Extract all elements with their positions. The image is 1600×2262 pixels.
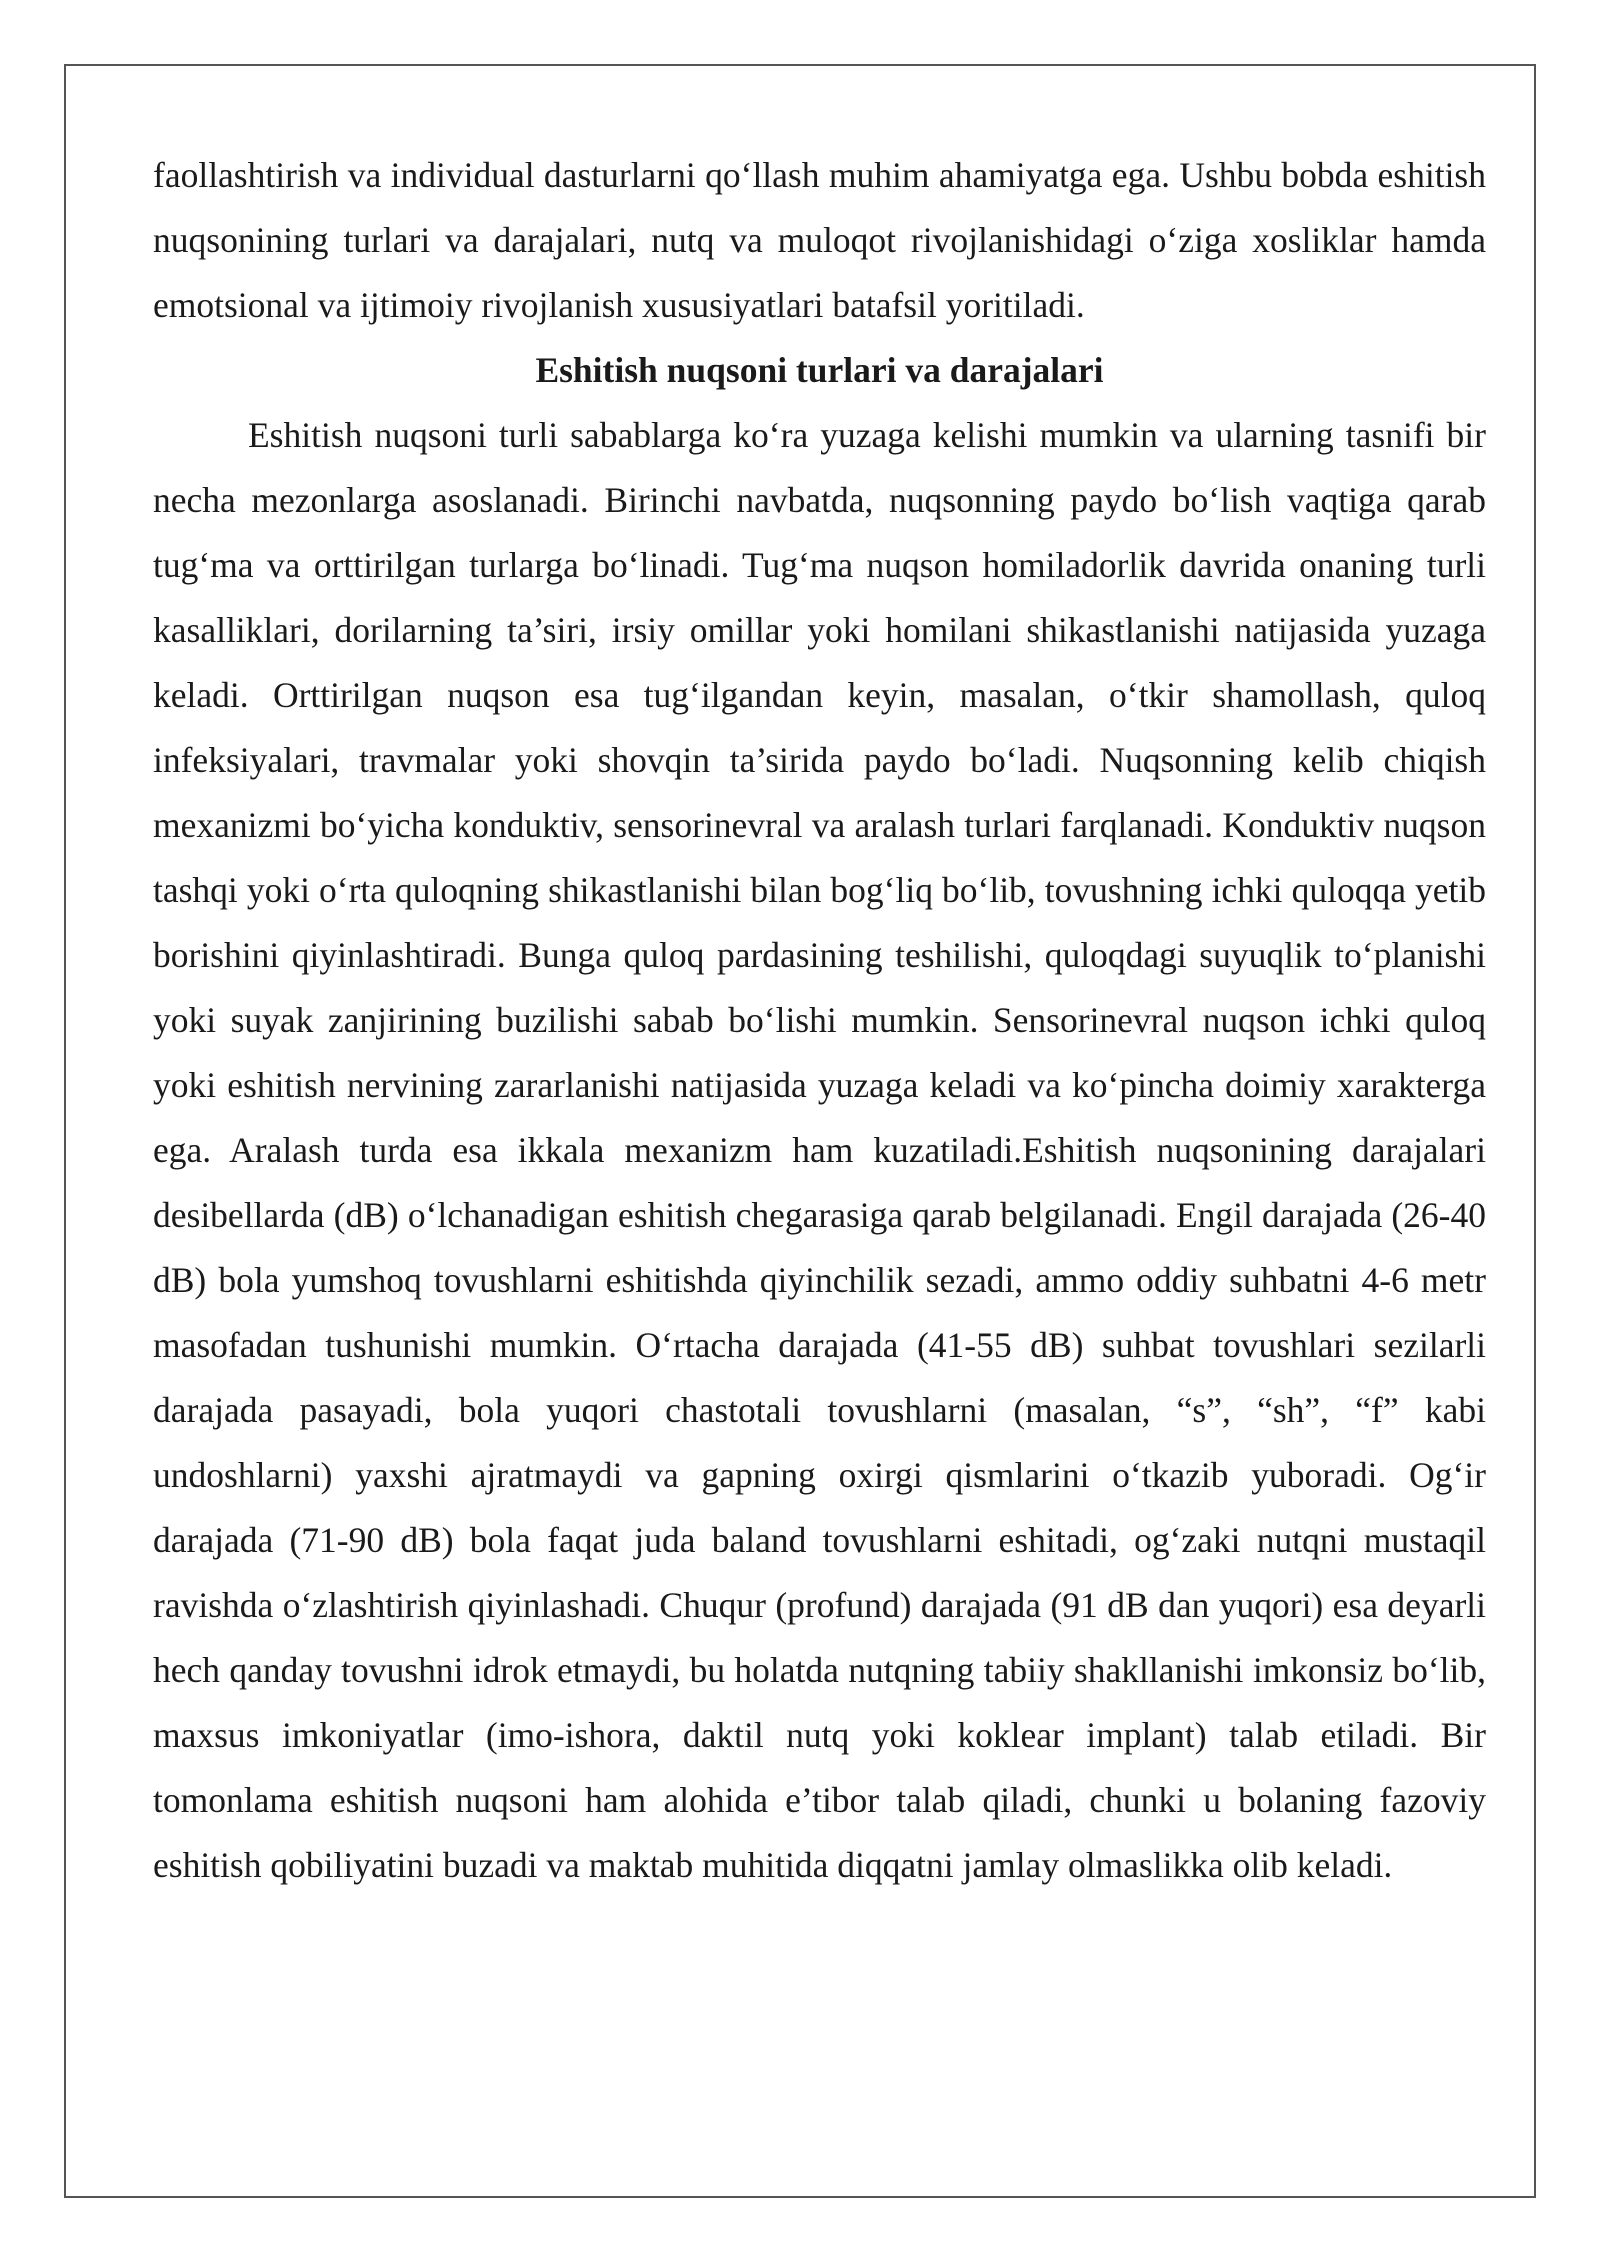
document-body	[153, 143, 1486, 1898]
intro-paragraph: faollashtirish va individual dasturlarni qo‘llash muhim ahamiyatga ega. Ushbu bobda eshitish nuqsonining turlari va darajalari, nutq va muloqot rivojlanishidagi o‘ziga xosliklar hamda emotsional va ijtimoiy rivojlanish xususiyatlari batafsil yoritiladi.	[153, 155, 1486, 325]
body-paragraph: Eshitish nuqsoni turli sabablarga ko‘ra yuzaga kelishi mumkin va ularning tasnifi bir necha mezonlarga asoslanadi. Birinchi navbatda, nuqsonning paydo bo‘lish vaqtiga qarab tug‘ma va orttirilgan turlarga bo‘linadi. Tug‘ma nuqson homiladorlik davrida onaning turli kasalliklari, dorilarning ta’siri, irsiy omillar yoki homilani shikastlanishi natijasida yuzaga keladi. Orttirilgan nuqson esa tug‘ilgandan keyin, masalan, o‘tkir shamollash, quloq infeksiyalari, travmalar yoki shovqin ta’sirida paydo bo‘ladi. Nuqsonning kelib chiqish mexanizmi bo‘yicha konduktiv, sensorinevral va aralash turlari farqlanadi. Konduktiv nuqson tashqi yoki o‘rta quloqning shikastlanishi bilan bog‘liq bo‘lib, tovushning ichki quloqqa yetib borishini qiyinlashtiradi. Bunga quloq pardasining teshilishi, quloqdagi suyuqlik to‘planishi yoki suyak zanjirining buzilishi sabab bo‘lishi mumkin. Sensorinevral nuqson ichki quloq yoki eshitish nervining zararlanishi natijasida yuzaga keladi va ko‘pincha doimiy xarakterga ega. Aralash turda esa ikkala mexanizm ham kuzatiladi.Eshitish nuqsonining darajalari desibellarda (dB) o‘lchanadigan eshitish chegarasiga qarab belgilanadi. Engil darajada (26-40 dB) bola yumshoq tovushlarni eshitishda qiyinchilik sezadi, ammo oddiy suhbatni 4-6 metr masofadan tushunishi mumkin. O‘rtacha darajada (41-55 dB) suhbat tovushlari sezilarli darajada pasayadi, bola yuqori chastotali tovushlarni (masalan, “s”, “sh”, “f” kabi undoshlarni) yaxshi ajratmaydi va gapning oxirgi qismlarini o‘tkazib yuboradi. Og‘ir darajada (71-90 dB) bola faqat juda baland tovushlarni eshitadi, og‘zaki nutqni mustaqil ravishda o‘zlashtirish qiyinlashadi. Chuqur (profund) darajada (91 dB dan yuqori) esa deyarli hech qanday tovushni idrok etmaydi, bu holatda nutqning tabiiy shakllanishi imkonsiz bo‘lib, maxsus imkoniyatlar (imo-ishora, daktil nutq yoki koklear implant) talab etiladi. Bir tomonlama eshitish nuqsoni ham alohida e’tibor talab qiladi, chunki u bolaning fazoviy eshitish qobiliyatini buzadi va maktab muhitida diqqatni jamlay olmaslikka olib keladi.	[153, 415, 1486, 1885]
section-heading: Eshitish nuqsoni turlari va darajalari	[535, 350, 1104, 390]
